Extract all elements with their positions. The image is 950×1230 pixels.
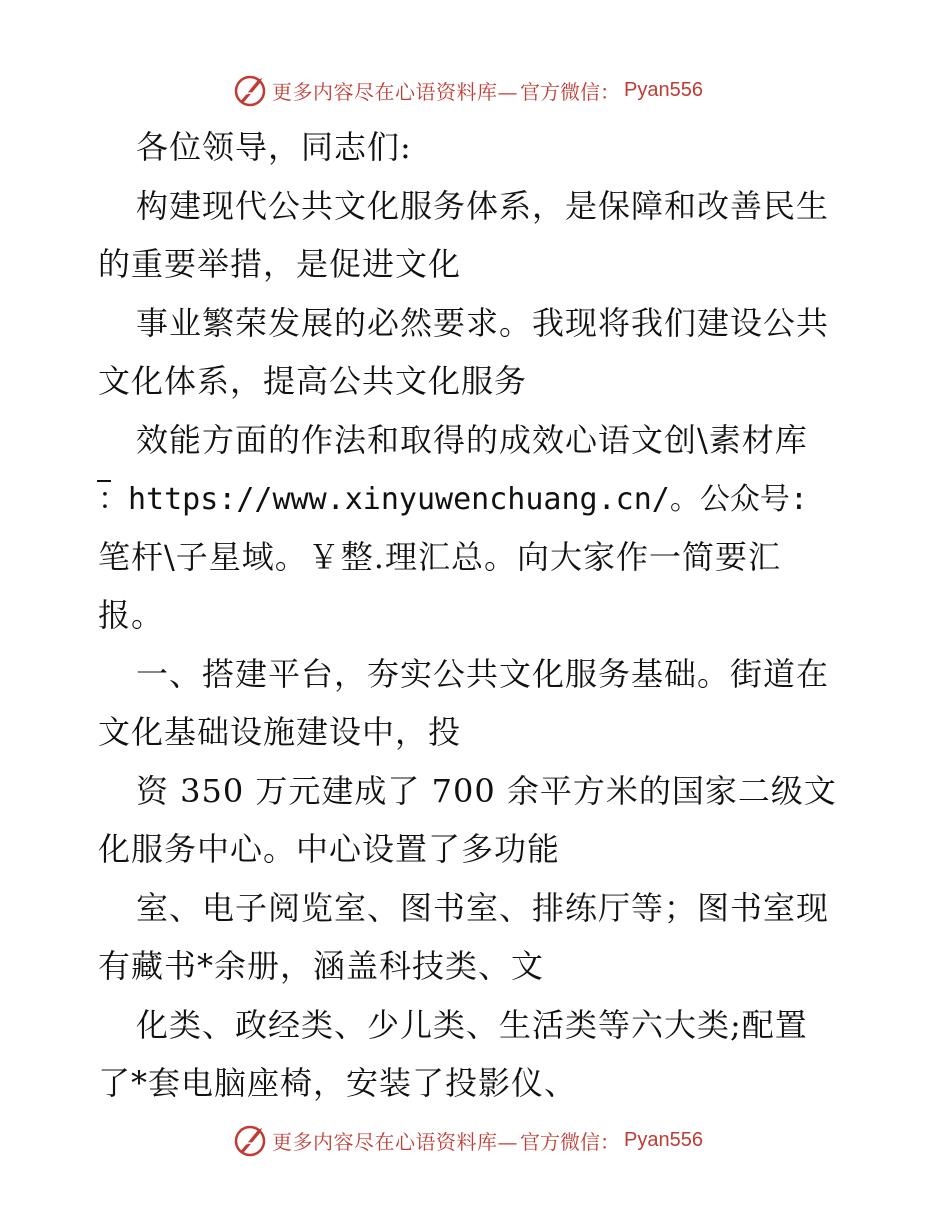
footer-banner <box>232 1120 703 1160</box>
document-body <box>98 118 858 1113</box>
paragraph-line: 了*套电脑座椅，安装了投影仪、 <box>98 1064 578 1102</box>
paragraph-line: 资 350 万元建成了 700 余平方米的国家二级文 <box>136 771 837 810</box>
quill-pen-logo-icon <box>232 72 268 108</box>
paragraph-line: 文化体系，提高公共文化服务 <box>98 362 528 400</box>
paragraph-line: 化类、政经类、少儿类、生活类等六大类;配置 <box>136 1005 808 1044</box>
header-banner-wechat-label: 官方微信： <box>520 79 620 104</box>
url-text: ：https://www.xinyuwenchuang.cn/。公众号: <box>98 482 808 517</box>
header-banner-text: 更多内容尽在心语资料库— <box>272 79 518 104</box>
quill-pen-logo-icon <box>232 1122 268 1158</box>
header-banner-wechat-id: Pyan556 <box>624 78 703 101</box>
paragraph-line: 室、电子阅览室、图书室、排练厅等；图书室现 <box>136 888 830 927</box>
paragraph-line: 的重要举措，是促进文化 <box>98 245 462 283</box>
paragraph-line: 构建现代公共文化服务体系，是保障和改善民生 <box>136 186 830 225</box>
paragraph-line-url <box>98 469 858 528</box>
paragraph-line: 化服务中心。中心设置了多功能 <box>98 830 561 868</box>
paragraph-line: 效能方面的作法和取得的成效心语文创\素材库 <box>136 420 808 459</box>
paragraph-line: 报。 <box>98 596 165 634</box>
paragraph-line: 笔杆\子星域。￥整.理汇总。向大家作一简要汇 <box>98 537 781 576</box>
footer-banner-wechat-label: 官方微信： <box>520 1129 620 1154</box>
header-banner <box>232 70 703 110</box>
footer-banner-wechat-id: Pyan556 <box>624 1128 703 1151</box>
text-cursor-mark <box>97 480 111 482</box>
paragraph-line: 事业繁荣发展的必然要求。我现将我们建设公共 <box>136 303 830 342</box>
paragraph-line: 文化基础设施建设中，投 <box>98 713 462 751</box>
salutation: 各位领导，同志们: <box>136 128 412 166</box>
section-heading-line: 一、搭建平台，夯实公共文化服务基础。街道在 <box>136 654 830 693</box>
footer-banner-text: 更多内容尽在心语资料库— <box>272 1129 518 1154</box>
paragraph-line: 有藏书*余册，涵盖科技类、文 <box>98 947 545 985</box>
